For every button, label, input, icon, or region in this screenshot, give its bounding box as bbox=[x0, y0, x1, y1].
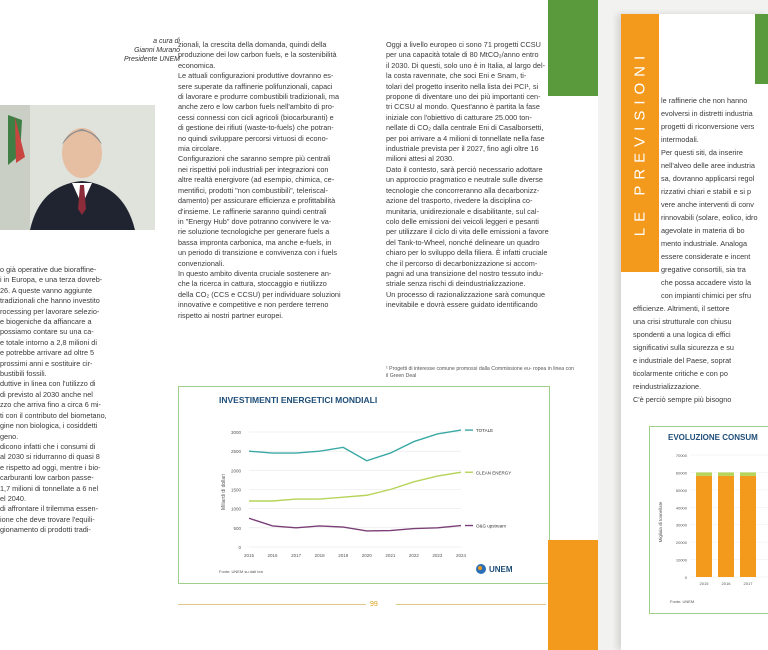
right-text-line: una crisi strutturale con chiusu bbox=[633, 317, 732, 326]
right-text-line: essere considerate e incent bbox=[661, 252, 751, 261]
text-line: Un processo di razionalizzazione sarà comunque bbox=[386, 289, 545, 299]
y-tick-label: 70000 bbox=[675, 453, 687, 458]
text-line: tradizionali che hanno investito bbox=[0, 296, 100, 306]
right-text-line: rinnovabili (solare, eolico, idro bbox=[661, 213, 758, 222]
text-line: economica. bbox=[178, 60, 216, 70]
text-line: d'insieme. Le raffinerie saranno quindi centrali bbox=[178, 206, 327, 216]
x-tick-label: 2015 bbox=[699, 581, 709, 586]
text-line: chiaro per lo sviluppo della filiera. È infatti cruciale bbox=[386, 248, 548, 258]
bar-segment bbox=[740, 472, 756, 475]
right-text-line: evolversi in distretti industria bbox=[661, 109, 753, 118]
consumption-chart bbox=[649, 426, 768, 614]
text-line: Configurazioni che saranno sempre più centrali bbox=[178, 154, 331, 164]
bar-segment bbox=[696, 476, 712, 577]
text-line: rie soluzione tecnologiche per generare fuels a bbox=[178, 227, 330, 237]
text-line: iniziale con l'obiettivo di catturare 25.000 ton- bbox=[386, 112, 532, 122]
text-line: pagni ad una transizione del nostro tessuto indu- bbox=[386, 268, 544, 278]
right-text-line: che possa accadere visto la bbox=[661, 278, 752, 287]
text-line: e biogeniche da affiancare a bbox=[0, 317, 92, 327]
y-axis-label: Migliaia di tonnellate bbox=[658, 501, 663, 543]
x-tick-label: 2023 bbox=[432, 553, 443, 558]
y-tick-label: 10000 bbox=[675, 557, 687, 563]
chart2-title: EVOLUZIONE CONSUM bbox=[668, 433, 758, 442]
legend-label: O&G upstream bbox=[476, 523, 507, 529]
text-line: il 2030. Di questi, solo uno è in Italia, al largo del- bbox=[386, 60, 546, 70]
text-line: e rispetto ad oggi, mentre i bio- bbox=[0, 462, 101, 472]
text-line: ti con il contributo del biometano, bbox=[0, 410, 107, 420]
text-line: Dato il contesto, sarà perciò necessario adottare bbox=[386, 164, 543, 174]
y-axis-label: Miliardi di dollari bbox=[221, 474, 227, 510]
legend-label: CLEAN ENERGY bbox=[476, 470, 512, 476]
x-tick-label: 2024 bbox=[455, 553, 467, 558]
investment-chart bbox=[178, 386, 550, 584]
right-text-line: efficienze. Altrimenti, il settore bbox=[633, 304, 730, 313]
x-tick-label: 2017 bbox=[743, 581, 753, 586]
text-line: i in Europa, e una terza dovreb- bbox=[0, 275, 103, 285]
right-text-line: gregative consortili, sia tra bbox=[661, 265, 746, 274]
text-line: che il percorso di decarbonizzazione si accom- bbox=[386, 258, 538, 268]
bar-segment bbox=[718, 472, 734, 475]
byline-author: Gianni Murano bbox=[134, 47, 180, 54]
text-line: propone di diventare uno dei più importanti cen- bbox=[386, 92, 541, 102]
x-tick-label: 2017 bbox=[291, 553, 302, 558]
section-label-text: LE PREVISIONI bbox=[631, 49, 649, 237]
y-tick-label: 30000 bbox=[675, 522, 687, 528]
y-tick-label: 2000 bbox=[230, 468, 241, 474]
x-tick-label: 2022 bbox=[408, 553, 419, 558]
consumption-chart-svg bbox=[650, 427, 768, 614]
text-line: tecnologie che concorreranno alla decarbonizz- bbox=[386, 185, 540, 195]
text-line: carburanti low carbon passe- bbox=[0, 473, 94, 483]
y-tick-label: 1500 bbox=[230, 487, 241, 493]
text-line: al 2030 si ridurranno di quasi 8 bbox=[0, 452, 100, 462]
text-line: produzione dei low carbon fuels, e la sostenibilità bbox=[178, 50, 337, 60]
x-tick-label: 2015 bbox=[243, 553, 255, 558]
text-line: azione del trasporto, rivedere la disciplina co- bbox=[386, 196, 533, 206]
right-text-line: mento industriale. Analoga bbox=[661, 239, 747, 248]
author-photo bbox=[0, 105, 155, 230]
text-line: della CO₂ (CCS e CCSU) per individuare soluzioni bbox=[178, 289, 341, 299]
byline-role: Presidente UNEM bbox=[123, 56, 180, 63]
y-tick-label: 60000 bbox=[675, 470, 687, 476]
text-line: altre realtà energivore (ad esempio, chimica, ce- bbox=[178, 175, 335, 185]
text-line: munitaria, unidirezionale e disabilitante, sul cal- bbox=[386, 206, 539, 216]
y-tick-label: 20000 bbox=[675, 540, 687, 546]
text-line: Le attuali configurazioni produttive dovranno es- bbox=[178, 71, 334, 81]
text-line: gine non biologica, i cosiddetti bbox=[0, 421, 98, 431]
text-line: tolari del progetto inserito nella lista dei PCI¹, si bbox=[386, 81, 539, 91]
text-line: e potrebbe arrivare ad oltre 5 bbox=[0, 348, 95, 358]
footer-rule-right bbox=[396, 604, 546, 605]
bar-segment bbox=[740, 476, 756, 577]
bar-segment bbox=[718, 476, 734, 577]
text-line: o già operative due bioraffine- bbox=[0, 265, 97, 274]
text-line: mentifici, prodotti "non combustibili", teleriscal- bbox=[178, 185, 328, 195]
y-tick-label: 500 bbox=[233, 525, 241, 531]
right-text-line: intermodali. bbox=[661, 135, 699, 144]
text-line: damento) per assicurare efficienza e profittabilità bbox=[178, 196, 336, 206]
right-text-line: rizzativi chiari e stabili e si p bbox=[661, 187, 752, 196]
text-line: nei rispettivi poli industriali per integrazioni con bbox=[178, 164, 329, 174]
right-text-line: vere anche interventi di conv bbox=[661, 200, 754, 209]
y-tick-label: 0 bbox=[238, 545, 241, 550]
text-line: striale senza rischi di deindustrializzazione. bbox=[386, 279, 526, 289]
series-line-totale bbox=[249, 430, 461, 461]
y-tick-label: 1000 bbox=[230, 506, 241, 512]
text-line: rispetto ai nostri partner europei. bbox=[178, 310, 284, 320]
text-line: di gestione dei rifiuti (waste-to-fuels) che potran- bbox=[178, 123, 334, 133]
right-text-line: Per questi siti, da inserire bbox=[661, 148, 743, 157]
unem-logo-text: UNEM bbox=[489, 565, 513, 574]
text-line: del Tank-to-Wheel, nonché delineare un quadro bbox=[386, 237, 540, 247]
right-text-line: sa, dovranno applicarsi regol bbox=[661, 174, 755, 183]
text-line: industriale prevista per il 2027, fino agli oltre 16 bbox=[386, 144, 539, 154]
text-line: prossimi anni e sostituire cir- bbox=[0, 358, 93, 368]
unem-logo-accent bbox=[478, 566, 482, 570]
text-line: el 2040. bbox=[0, 493, 26, 503]
text-line: per poi arrivare a 4 milioni di tonnellate nella fase bbox=[386, 133, 545, 143]
byline bbox=[40, 37, 180, 64]
text-line: zzo che arriva fino a circa 6 mi- bbox=[0, 400, 101, 410]
text-line: no quindi sviluppare percorsi virtuosi di econo- bbox=[178, 133, 329, 143]
text-line: di affrontare il trilemma essen- bbox=[0, 504, 99, 514]
text-line: possiamo contare su una ca- bbox=[0, 327, 94, 337]
footnote: ¹ Progetti di interesse comune promossi dalla Commissione eu- ropea in linea con il Green Deal bbox=[386, 366, 574, 379]
text-line: innovative e competitive e non perdere terreno bbox=[178, 300, 329, 310]
text-line: duttive in linea con l'utilizzo di bbox=[0, 379, 96, 389]
y-tick-label: 3000 bbox=[230, 430, 241, 435]
text-line: tri CCSU al mondo. Quest'anno è partita la fase bbox=[386, 102, 540, 112]
x-tick-label: 2018 bbox=[314, 553, 325, 558]
text-line: colo delle emissioni dei veicoli leggeri e pesanti bbox=[386, 216, 539, 226]
right-text-line: con impianti chimici per sfru bbox=[661, 291, 752, 300]
text-line: un periodo di transizione e convivenza con i fuels bbox=[178, 248, 338, 258]
x-tick-label: 2021 bbox=[385, 553, 396, 558]
green-top-block bbox=[755, 14, 768, 84]
y-tick-label: 2500 bbox=[230, 449, 241, 455]
x-tick-label: 2020 bbox=[361, 553, 372, 558]
text-line: un approccio pragmatico e neutrale sulle diverse bbox=[386, 175, 543, 185]
x-tick-label: 2019 bbox=[338, 553, 349, 558]
legend-label: TOTALE bbox=[476, 428, 494, 434]
text-line: in "Energy Hub" dove potranno convivere le va- bbox=[178, 216, 332, 226]
y-tick-label: 50000 bbox=[675, 487, 687, 493]
text-line: che la ricerca in cattura, stoccaggio e riutilizzo bbox=[178, 279, 327, 289]
right-text-line: nell'alveo delle aree industria bbox=[661, 161, 755, 170]
text-line: di previsto al 2030 anche nel bbox=[0, 389, 93, 399]
series-line-o-g-upstream bbox=[249, 518, 461, 531]
text-line: per una capacità totale di 80 MtCO₂/anno entro bbox=[386, 50, 539, 60]
footer-rule-left bbox=[178, 604, 366, 605]
text-line: zionali, la crescita della domanda, quindi della bbox=[178, 40, 327, 49]
text-line: nellate di CO₂ dalla centrale Eni di Casalborsetti, bbox=[386, 123, 544, 133]
section-label bbox=[621, 14, 659, 272]
text-line: gionamento di prodotti tradi- bbox=[0, 525, 91, 535]
author-portrait-image bbox=[0, 105, 155, 230]
chart-title: INVESTIMENTI ENERGETICI MONDIALI bbox=[219, 395, 378, 405]
y-tick-label: 0 bbox=[684, 575, 687, 580]
text-line: bustibili fossili. bbox=[0, 369, 47, 379]
right-text-line: agevolate in materia di bo bbox=[661, 226, 745, 235]
investment-chart-svg bbox=[179, 387, 551, 585]
text-line: In questo ambito diventa cruciale sostenere an- bbox=[178, 268, 332, 278]
text-line: mia circolare. bbox=[178, 144, 222, 154]
right-text-line: le raffinerie che non hanno bbox=[661, 96, 748, 105]
x-tick-label: 2016 bbox=[721, 581, 731, 586]
text-line: la costa ravennate, che soci Eni e Snam, ti- bbox=[386, 71, 527, 81]
text-column-1 bbox=[0, 265, 150, 536]
right-text-line: reindustrializzazione. bbox=[633, 382, 702, 391]
text-column-3 bbox=[386, 40, 578, 311]
text-line: dicono infatti che i consumi di bbox=[0, 441, 96, 451]
text-line: ione che deve trovare l'equili- bbox=[0, 514, 95, 524]
text-line: cessi connessi con cicli agricoli (biocarburanti) e bbox=[178, 112, 334, 122]
right-text-line: ticolarmente critiche e con po bbox=[633, 369, 728, 378]
bar-segment bbox=[696, 472, 712, 475]
text-column-2 bbox=[178, 40, 370, 321]
text-line: Oggi a livello europeo ci sono 71 progetti CCSU bbox=[386, 40, 541, 49]
right-text-line: progetti di riconversione vers bbox=[661, 122, 755, 131]
text-line: milioni attesi al 2030. bbox=[386, 154, 455, 164]
text-line: 26. A queste vanno aggiunte bbox=[0, 285, 93, 295]
text-line: sere superate da raffinerie polifunzionali, capaci bbox=[178, 81, 333, 91]
text-line: rocessing per lavorare selezio- bbox=[0, 306, 100, 316]
text-line: di lavorare e produrre combustibili tradizionali, ma bbox=[178, 92, 340, 102]
chart-source: Fonte: UNEM bbox=[670, 599, 695, 604]
text-line: anche zero e low carbon fuels nell'ambito di pro- bbox=[178, 102, 335, 112]
right-text-line: C'è perciò sempre più bisogno bbox=[633, 395, 732, 404]
y-tick-label: 40000 bbox=[675, 505, 687, 511]
text-line: per utilizzare il ciclo di vita delle emissioni a favore bbox=[386, 227, 549, 237]
right-text-line: significativi sulla sicurezza e su bbox=[633, 343, 734, 352]
right-text-line: e industriale del Paese, soprat bbox=[633, 356, 732, 365]
text-line: e totale intorno a 2,8 milioni di bbox=[0, 337, 97, 347]
right-text-line: spondenti a una logica di effici bbox=[633, 330, 731, 339]
text-line: bassa impronta carbonica, ma anche e-fuels, in bbox=[178, 237, 332, 247]
series-line-clean-energy bbox=[249, 472, 461, 501]
byline-prefix: a cura di bbox=[153, 38, 180, 45]
x-tick-label: 2016 bbox=[267, 553, 278, 558]
orange-corner-block bbox=[548, 540, 598, 650]
text-line: inevitabile e dovrà essere guidato identificando bbox=[386, 300, 538, 310]
page-number: 99 bbox=[370, 601, 378, 608]
chart-source: Fonte: UNEM su dati Iea bbox=[219, 569, 263, 574]
text-line: convenzionali. bbox=[178, 258, 225, 268]
text-line: 1,7 milioni di tonnellate a 6 nel bbox=[0, 483, 99, 493]
text-line: geno. bbox=[0, 431, 19, 441]
